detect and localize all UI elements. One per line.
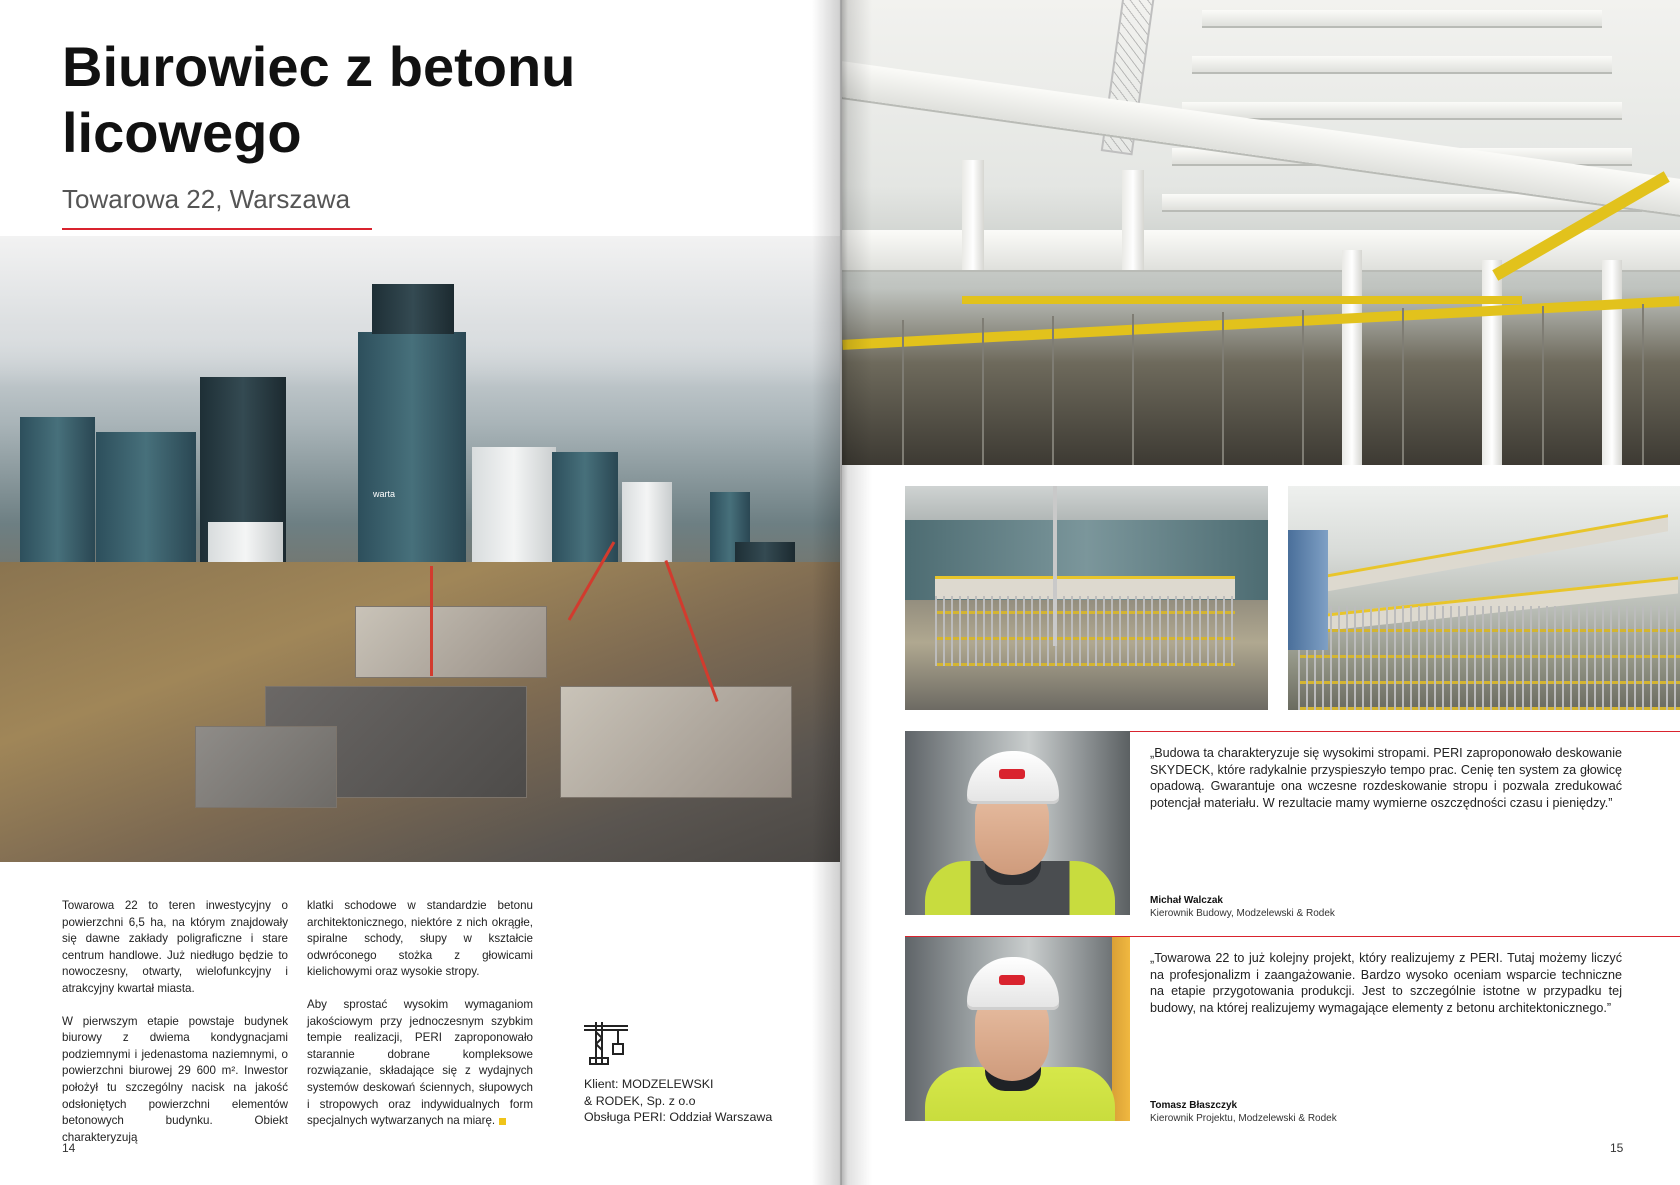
paragraph: W pierwszym etapie powstaje budynek biurowy z dwiema kondygnacjami podziemnymi i jedenastoma naziemnymi, o powierzchni biurowej 29 600 m². Inwestor położył tu szczególny nacisk na jakość odsłoniętych powierzchni elementów betonowych budynku. Obiekt charakteryzują (62, 1014, 288, 1144)
aerial-city-photo (0, 236, 840, 862)
shore-prop (1402, 308, 1404, 465)
orange-column (1112, 937, 1130, 1121)
right-page (842, 0, 1680, 1185)
body-column-1 (62, 898, 288, 1162)
concrete-column (1482, 260, 1502, 465)
quote-text-2: „Towarowa 22 to już kolejny projekt, który realizujemy z PERI. Tutaj możemy liczyć na profesjonalizm i zaangażowanie. Bardzo wysoko oceniam wsparcie techniczne na etapie przygotowania produkcji. Jest to szczególnie istotne w przypadku tej budowy, na której realizujemy wymagające elementy z betonu architektonicznego.” (1150, 951, 1622, 1015)
paragraph: klatki schodowe w standardzie betonu architektonicznego, niektóre z nich okrągłe, spiralne schody, słupy w kształcie odwróconego stożka z głowicami kielichowymi oraz wysokie stropy. (307, 899, 533, 979)
concrete-column (1342, 250, 1362, 465)
site-overview-photo (905, 486, 1268, 710)
page-number-left: 14 (62, 1141, 76, 1155)
concrete-column (1122, 170, 1144, 270)
building-site (560, 686, 792, 798)
scaffolding (1298, 606, 1680, 710)
helmet-logo (999, 769, 1025, 779)
concrete-column (1602, 260, 1622, 465)
glass-building (1288, 530, 1328, 650)
subtitle-underline (62, 228, 372, 230)
portrait-photo-1 (905, 731, 1130, 915)
scaffolding-photo (1288, 486, 1680, 710)
shore-prop (1222, 312, 1224, 465)
shore-prop (902, 320, 904, 465)
formwork-beam (842, 296, 1679, 350)
paragraph-last (307, 997, 533, 1130)
crane (430, 566, 433, 676)
quote-author-role-1: Kierownik Budowy, Modzelewski & Rodek (1150, 908, 1335, 919)
portrait-photo-2 (905, 937, 1130, 1121)
shore-prop (1302, 310, 1304, 465)
article-title: Biurowiec z betonu licowego (62, 35, 576, 164)
shore-prop (1052, 316, 1054, 465)
paragraph: Towarowa 22 to teren inwestycyjny o powierzchni 6,5 ha, na którym znajdowały się dawne zakłady poligraficzne i stare centrum handlowe. Już niedługo będzie to nowoczesny, otwarty, wielofunkcyjny i atrakcyjny kwartał miasta. (62, 899, 288, 995)
shore-prop (1642, 304, 1644, 465)
concrete-column (962, 160, 984, 270)
client-info (584, 1076, 804, 1126)
client-line: Obsługa PERI: Oddział Warszawa (584, 1110, 773, 1124)
shore-prop (1542, 306, 1544, 465)
page-number-right: 15 (1610, 1141, 1624, 1155)
client-line: Klient: MODZELEWSKI (584, 1077, 714, 1091)
quote-author-name-2: Tomasz Błaszczyk (1150, 1100, 1238, 1111)
tower-crane (1053, 486, 1057, 646)
helmet-logo (999, 975, 1025, 985)
article-subtitle: Towarowa 22, Warszawa (62, 184, 351, 214)
warta-logo-text: warta (373, 489, 396, 499)
floor-slab (1202, 10, 1602, 26)
quote-author-role-2: Kierownik Projektu, Modzelewski & Rodek (1150, 1113, 1337, 1124)
shore-prop (982, 318, 984, 465)
floor-slab (1192, 56, 1612, 72)
floor-slab (1182, 102, 1622, 118)
warta-tower-top (372, 284, 454, 334)
building-site (195, 726, 337, 808)
scaffolding (935, 596, 1235, 666)
quote-author-name-1: Michał Walczak (1150, 895, 1223, 906)
client-line: & RODEK, Sp. z o.o (584, 1093, 696, 1108)
paragraph-text: Aby sprostać wysokim wymaganiom jakościowym przy jednoczesnym szybkim tempie realizacji, PERI zaproponowało starannie dobrane kompleksowe rozwiązanie, składające się z wydajnych systemów deskowań ściennych, słupowych i stropowych oraz indywidualnych form specjalnych wytwarzanych na miarę. (307, 997, 533, 1128)
end-of-article-mark (499, 1118, 506, 1125)
formwork-beam (962, 296, 1522, 304)
body-column-2 (307, 898, 533, 1146)
quote-text-1: „Budowa ta charakteryzuje się wysokimi stropami. PERI zaproponowało deskowanie SKYDECK, które radykalnie przyspieszyło tempo prac. Cenię ten system za głowicę opadową. Gwarantuje ona wczesne rozdeskowanie stropu i pozwala zredukować potencjał materiału. W rezultacie mamy wymierne oszczędności czasu i pieniędzy.” (1150, 746, 1622, 810)
shore-prop (1132, 314, 1134, 465)
building-site (355, 606, 547, 678)
construction-underside-photo (842, 0, 1680, 465)
crane-icon (582, 1018, 630, 1066)
